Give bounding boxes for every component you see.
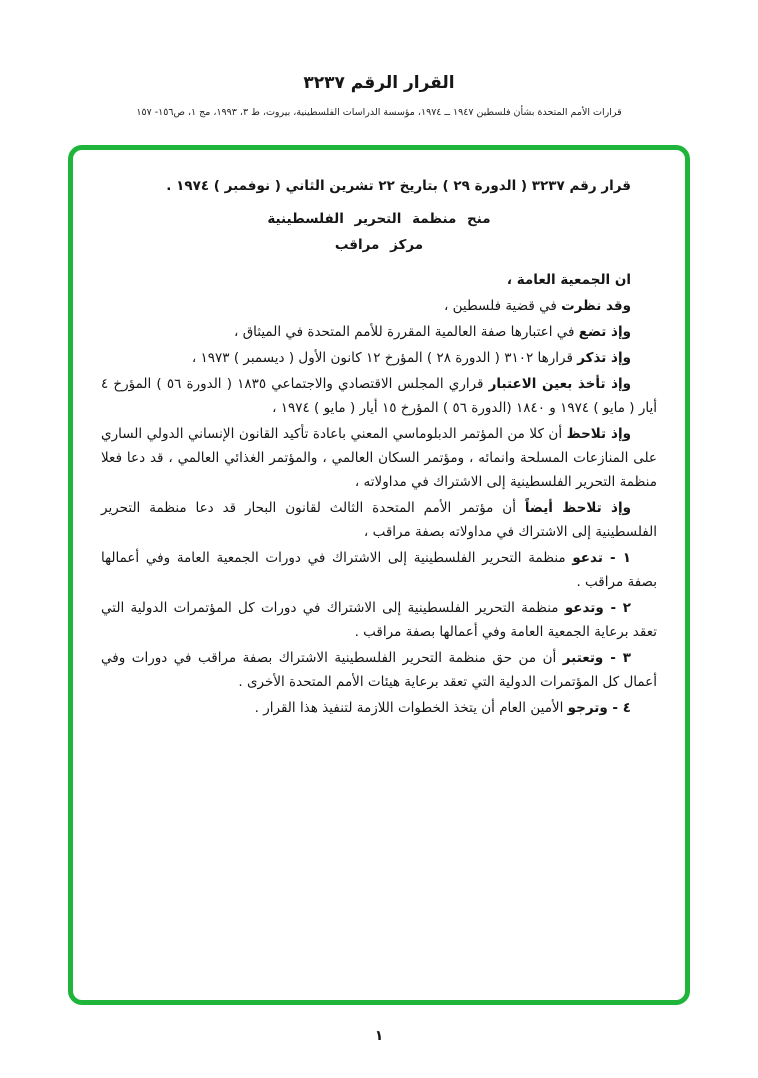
operative-paragraph-3	[101, 646, 657, 694]
resolution-subtitle-line1: منح منظمة التحرير الفلسطينية	[267, 211, 491, 227]
paragraph-text: منظمة التحرير الفلسطينية إلى الاشتراك في دورات الجمعية العامة وفي أعمالها بصفة مراقب .	[101, 550, 657, 590]
paragraph-lead: وإذ تذكر	[577, 350, 631, 366]
preamble-paragraph-1	[101, 294, 657, 318]
paragraph-lead: وإذ تلاحظ	[566, 426, 632, 442]
paragraph-lead: وقد نظرت	[561, 298, 631, 314]
page-number: ١	[374, 1028, 384, 1044]
resolution-heading: قرار رقم ٣٢٣٧ ( الدورة ٢٩ ) بتاريخ ٢٢ تشرين الثاني ( نوفمبر ) ١٩٧٤ .	[166, 178, 631, 194]
preamble-paragraph-3	[101, 346, 657, 370]
paragraph-text: في قضية فلسطين ،	[443, 298, 562, 314]
paragraph-text: أن كلا من المؤتمر الدبلوماسي المعني باعادة تأكيد القانون الإنساني الدولي الساري على المنازعات المسلحة وانمائه ، ومؤتمر السكان العالمي ، والمؤتمر الغذائي العالمي ، قد دعا فعلا منظمة التحرير الفلسطينية إلى الاشتراك في مداولاته ،	[101, 426, 657, 490]
operative-paragraph-2	[101, 596, 657, 644]
paragraph-lead: وإذ تلاحظ أيضاً	[524, 500, 631, 516]
paragraph-text: قراري المجلس الاقتصادي والاجتماعي ١٨٣٥ ( الدورة ٥٦ ) المؤرخ ٤ أيار ( مايو ) ١٩٧٤ و ١٨٤٠ (الدورة ٥٦ ) المؤرخ ١٥ أيار ( مايو ) ١٩٧٤ ،	[101, 376, 657, 416]
document-title: القرار الرقم ٣٢٣٧	[303, 73, 455, 93]
paragraph-text: الأمين العام أن يتخذ الخطوات اللازمة لتنفيذ هذا القرار .	[254, 700, 568, 716]
paragraph-text: قرارها ٣١٠٢ ( الدورة ٢٨ ) المؤرخ ١٢ كانون الأول ( ديسمبر ) ١٩٧٣ ،	[191, 350, 578, 366]
paragraph-text: أن من حق منظمة التحرير الفلسطينية الاشتراك بصفة مراقب في دورات وفي أعمال كل المؤتمرات الدولية التي تعقد برعاية هيئات الأمم المتحدة الأخرى .	[101, 650, 657, 690]
page-footer	[0, 1028, 758, 1044]
preamble-paragraph-5	[101, 422, 657, 494]
resolution-subtitle-line2: مركز مراقب	[334, 237, 424, 253]
paragraph-text: أن مؤتمر الأمم المتحدة الثالث لقانون البحار قد دعا منظمة التحرير الفلسطينية إلى الاشتراك في مداولاته بصفة مراقب ،	[101, 500, 657, 540]
page-header	[0, 0, 758, 119]
paragraph-text: في اعتبارها صفة العالمية المقررة للأمم المتحدة في الميثاق ،	[234, 324, 579, 340]
resolution-frame	[68, 145, 690, 1005]
paragraph-lead: وتعتبر	[562, 650, 604, 666]
preamble-paragraph-6	[101, 496, 657, 544]
paragraph-number: ٢ -	[603, 600, 631, 616]
preamble-paragraph-2	[101, 320, 657, 344]
paragraph-text: منظمة التحرير الفلسطينية إلى الاشتراك في دورات كل المؤتمرات الدولية التي تعقد برعاية الجمعية العامة وفي أعمالها بصفة مراقب .	[101, 600, 657, 640]
paragraph-number: ٣ -	[603, 650, 631, 666]
preamble-opening: ان الجمعية العامة ،	[506, 272, 631, 288]
paragraph-lead: تدعو	[572, 550, 603, 566]
paragraph-lead: وترجو	[567, 700, 608, 716]
operative-paragraph-4	[101, 696, 657, 720]
operative-paragraph-1	[101, 546, 657, 594]
paragraph-lead: وتدعو	[564, 600, 604, 616]
paragraph-lead: وإذ تضع	[578, 324, 631, 340]
paragraph-number: ١ -	[602, 550, 631, 566]
preamble-paragraph-4	[101, 372, 657, 420]
paragraph-lead: وإذ تأخذ بعين الاعتبار	[488, 376, 632, 392]
source-citation: قرارات الأمم المتحدة بشأن فلسطين ١٩٤٧ ــ ١٩٧٤، مؤسسة الدراسات الفلسطينية، بيروت، ط ٣، ١٩٩٣، مج ١، ص١٥٦- ١٥٧	[136, 107, 622, 118]
paragraph-number: ٤ -	[607, 700, 631, 716]
